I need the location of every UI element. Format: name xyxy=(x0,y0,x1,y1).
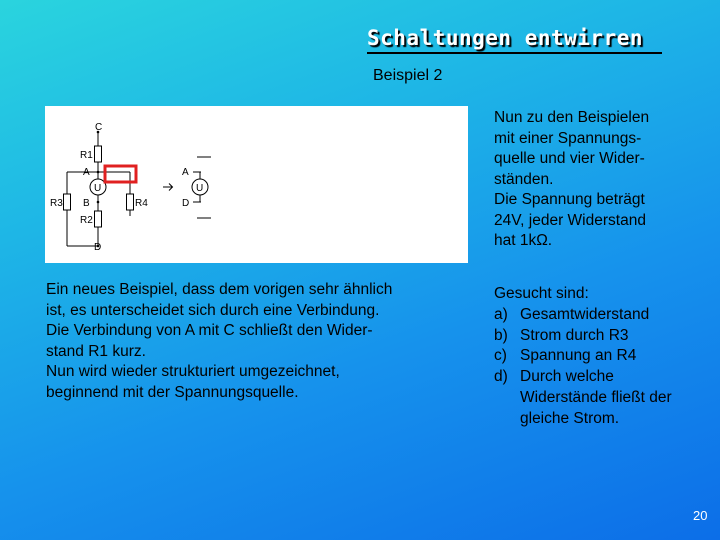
intro-line: mit einer Spannungs- xyxy=(494,129,642,147)
intro-line: ständen. xyxy=(494,170,554,188)
resistor-r1 xyxy=(95,146,102,162)
label-d-right: D xyxy=(182,198,190,209)
questions-list xyxy=(494,284,704,430)
list-text: Durch welche Widerstände fließt der gleiche Strom. xyxy=(520,368,672,427)
page-number: 20 xyxy=(693,508,708,523)
circuit-svg xyxy=(45,106,468,263)
node-a xyxy=(97,171,100,174)
label-r3: R3 xyxy=(50,198,63,209)
list-marker: d) xyxy=(494,368,508,386)
list-marker: a) xyxy=(494,305,508,323)
label-u-left: U xyxy=(94,183,102,194)
left-text-line: Nun wird wieder strukturiert umgezeichnet, xyxy=(46,363,340,380)
label-d-left: D xyxy=(94,242,102,253)
left-description xyxy=(46,280,466,403)
questions-heading: Gesucht sind: xyxy=(494,285,589,302)
list-marker: b) xyxy=(494,326,508,344)
label-a-right: A xyxy=(182,167,189,178)
intro-line: Nun zu den Beispielen xyxy=(494,109,650,126)
right-intro xyxy=(494,108,694,252)
label-u-right: U xyxy=(196,183,204,194)
list-text: Gesamtwiderstand xyxy=(520,305,650,323)
intro-line: quelle und vier Wider- xyxy=(494,150,645,167)
list-item xyxy=(494,305,704,326)
resistor-r3 xyxy=(64,194,71,210)
list-item xyxy=(494,367,704,429)
list-item xyxy=(494,346,704,367)
label-a-left: A xyxy=(83,167,90,178)
list-text: Strom durch R3 xyxy=(520,326,629,344)
label-b: B xyxy=(83,198,90,209)
left-text-line: Ein neues Beispiel, dass dem vorigen sehr ähnlich xyxy=(46,281,393,298)
circuit-diagram xyxy=(45,106,468,263)
resistor-r4 xyxy=(127,194,134,210)
intro-line: 24V, jeder Widerstand xyxy=(494,211,646,229)
intro-line: hat 1kΩ. xyxy=(494,232,553,249)
left-text-line: beginnend mit der Spannungsquelle. xyxy=(46,383,299,401)
node-b xyxy=(97,201,100,204)
label-r1: R1 xyxy=(80,150,93,161)
intro-line: Die Spannung beträgt xyxy=(494,191,645,208)
list-marker: c) xyxy=(494,347,507,365)
list-text: Spannung an R4 xyxy=(520,347,637,365)
left-text-line: ist, es unterscheidet sich durch eine Verbindung. xyxy=(46,301,380,319)
label-r2: R2 xyxy=(80,215,93,226)
left-text-line: Die Verbindung von A mit C schließt den Wider- xyxy=(46,322,373,339)
resistor-r2 xyxy=(95,211,102,227)
label-r4: R4 xyxy=(135,198,148,209)
list-item xyxy=(494,326,704,347)
slide-title: Schaltungen entwirren xyxy=(367,26,644,50)
slide-subtitle: Beispiel 2 xyxy=(373,67,443,84)
label-c: C xyxy=(95,122,103,133)
highlight-connection xyxy=(105,166,136,182)
left-text-line: stand R1 kurz. xyxy=(46,342,146,360)
title-underline xyxy=(367,52,662,54)
